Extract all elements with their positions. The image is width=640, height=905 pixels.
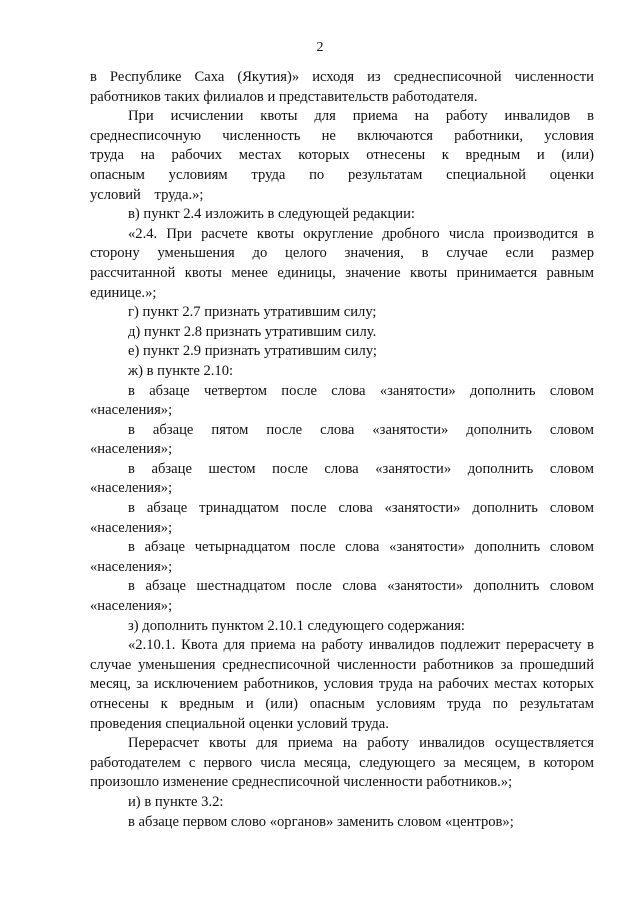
paragraph-abzac-16: в абзаце шестнадцатом после слова «занятости» дополнить словом «населения»;: [90, 578, 594, 615]
paragraph-2-4-text: «2.4. При расчете квоты округление дробного числа производится в сторону уменьшения до целого значения, в случае если размер рассчитанной квоты менее единицы, значение квоты принимается равным единице.»;: [90, 225, 594, 301]
paragraph-abzac-1: в абзаце первом слово «органов» заменить словом «центров»;: [128, 813, 514, 830]
paragraph-abzac-5: в абзаце пятом после слова «занятости» дополнить словом «населения»;: [90, 421, 594, 458]
paragraph-continuation: в Республике Саха (Якутия)» исходя из среднесписочной численности работников таких филиалов и представительств работодателя.: [90, 69, 594, 105]
paragraph-abzac-4: в абзаце четвертом после слова «занятости» дополнить словом «населения»;: [90, 382, 594, 419]
paragraph-2-10-1-text: «2.10.1. Квота для приема на работу инвалидов подлежит перерасчету в случае уменьшения среднесписочной численности работников за прошедший месяц, за исключением работников, условия труда на рабочих местах которых отнесены к вредным и (или) опасным условиям труда по результатам проведения специальной оценки условий труда.: [90, 637, 594, 732]
paragraph-item-d: д) пункт 2.8 признать утратившим силу.: [128, 323, 377, 340]
document-body: [90, 68, 594, 832]
paragraph-abzac-14: в абзаце четырнадцатом после слова «занятости» дополнить словом «населения»;: [90, 539, 594, 575]
paragraph-item-z: з) дополнить пунктом 2.10.1 следующего содержания:: [128, 617, 465, 634]
paragraph-item-v: в) пункт 2.4 изложить в следующей редакции:: [128, 206, 415, 223]
paragraph-abzac-6: в абзаце шестом после слова «занятости» дополнить словом «населения»;: [90, 460, 594, 497]
page-number: 2: [316, 40, 324, 55]
paragraph-item-g: г) пункт 2.7 признать утратившим силу;: [128, 304, 377, 321]
paragraph-item-zh: ж) в пункте 2.10:: [128, 362, 234, 379]
paragraph-abzac-13: в абзаце тринадцатом после слова «занятости» дополнить словом «населения»;: [90, 500, 594, 536]
paragraph-item-i: и) в пункте 3.2:: [128, 793, 224, 810]
paragraph-item-e: е) пункт 2.9 признать утратившим силу;: [128, 343, 377, 360]
paragraph-quota-exclusion: При исчислении квоты для приема на работу инвалидов в среднесписочную численность не включаются работники, условия труда на рабочих местах которых отнесены к вредным и (или) опасным условиям труда по результатам специальной оценки условий труда.»;: [90, 108, 594, 203]
paragraph-recalculation: Перерасчет квоты для приема на работу инвалидов осуществляется работодателем с первого числа месяца, следующего за месяцем, в котором произошло изменение среднесписочной численности работников.»;: [90, 735, 594, 791]
